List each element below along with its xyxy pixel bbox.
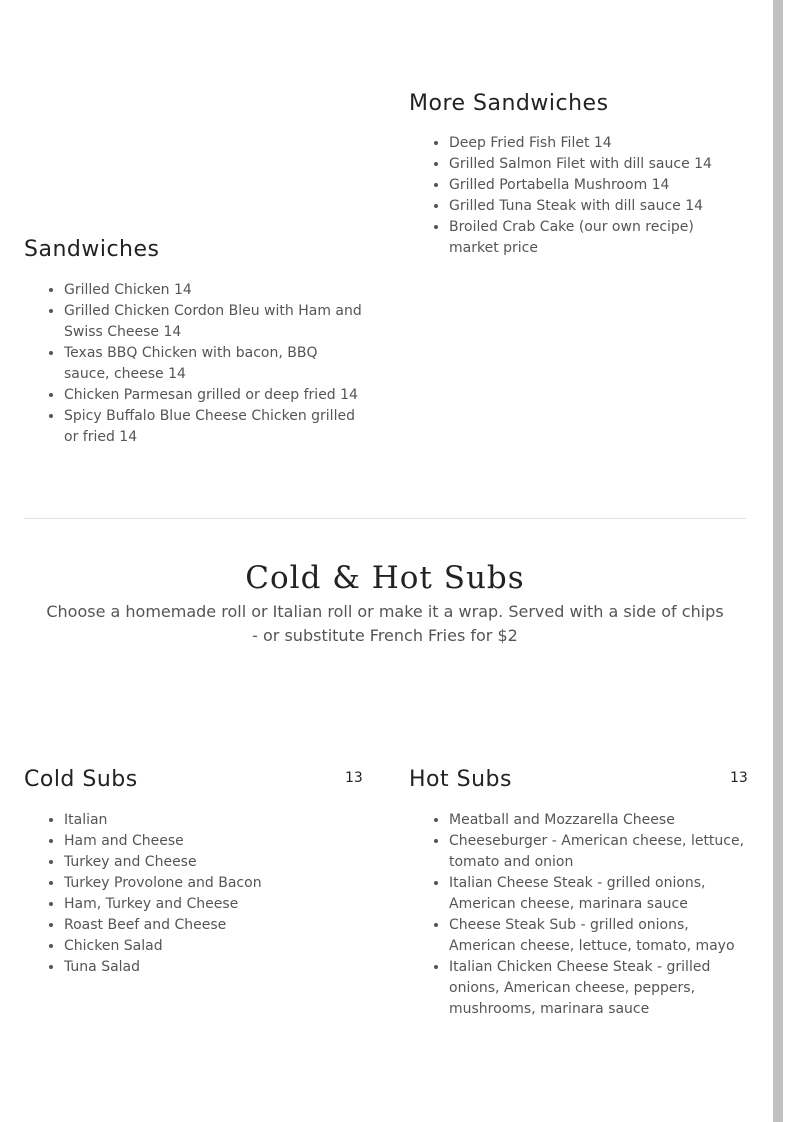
list-item: • Cheeseburger - American cheese, lettuce, tomato and onion xyxy=(449,831,746,873)
subs-description: Choose a homemade roll or Italian roll or make it a wrap. Served with a side of chips - or substitute French Fries for $2 xyxy=(46,602,724,645)
more-sandwiches-title: More Sandwiches xyxy=(409,91,609,116)
more-sandwiches-list xyxy=(409,133,746,259)
list-item: • Grilled Portabella Mushroom 14 xyxy=(449,175,746,196)
list-item: • Italian Cheese Steak - grilled onions, American cheese, marinara sauce xyxy=(449,873,746,915)
sandwiches-title: Sandwiches xyxy=(24,237,160,262)
list-item: • Grilled Chicken Cordon Bleu with Ham and Swiss Cheese 14 xyxy=(64,301,362,343)
list-item: • Ham and Cheese xyxy=(64,831,362,852)
list-item: • Grilled Salmon Filet with dill sauce 14 xyxy=(449,154,746,175)
list-item: • Italian xyxy=(64,810,362,831)
list-item: • Chicken Salad xyxy=(64,936,362,957)
list-item: • Italian Chicken Cheese Steak - grilled onions, American cheese, peppers, mushrooms, marinara sauce xyxy=(449,957,746,1020)
list-item: • Tuna Salad xyxy=(64,957,362,978)
list-item: • Roast Beef and Cheese xyxy=(64,915,362,936)
cold-subs-title: Cold Subs xyxy=(24,767,138,792)
list-item: • Turkey Provolone and Bacon xyxy=(64,873,362,894)
scrollbar-thumb[interactable] xyxy=(773,0,783,1122)
sandwiches-list xyxy=(24,280,362,448)
cold-subs-price: 13 xyxy=(345,770,363,786)
hot-subs-price: 13 xyxy=(730,770,748,786)
cold-subs-list xyxy=(24,810,362,978)
list-item: • Broiled Crab Cake (our own recipe) market price xyxy=(449,217,746,259)
subs-heading: Cold & Hot Subs xyxy=(245,560,525,596)
list-item: • Grilled Tuna Steak with dill sauce 14 xyxy=(449,196,746,217)
list-item: • Meatball and Mozzarella Cheese xyxy=(449,810,746,831)
list-item: • Texas BBQ Chicken with bacon, BBQ sauce, cheese 14 xyxy=(64,343,362,385)
list-item: • Ham, Turkey and Cheese xyxy=(64,894,362,915)
list-item: • Turkey and Cheese xyxy=(64,852,362,873)
list-item: • Spicy Buffalo Blue Cheese Chicken grilled or fried 14 xyxy=(64,406,362,448)
list-item: • Grilled Chicken 14 xyxy=(64,280,362,301)
section-divider xyxy=(24,518,746,519)
hot-subs-list xyxy=(409,810,746,1020)
hot-subs-title: Hot Subs xyxy=(409,767,512,792)
list-item: • Chicken Parmesan grilled or deep fried 14 xyxy=(64,385,362,406)
list-item: • Cheese Steak Sub - grilled onions, American cheese, lettuce, tomato, mayo xyxy=(449,915,746,957)
vertical-scrollbar[interactable] xyxy=(771,0,785,1122)
list-item: • Deep Fried Fish Filet 14 xyxy=(449,133,746,154)
